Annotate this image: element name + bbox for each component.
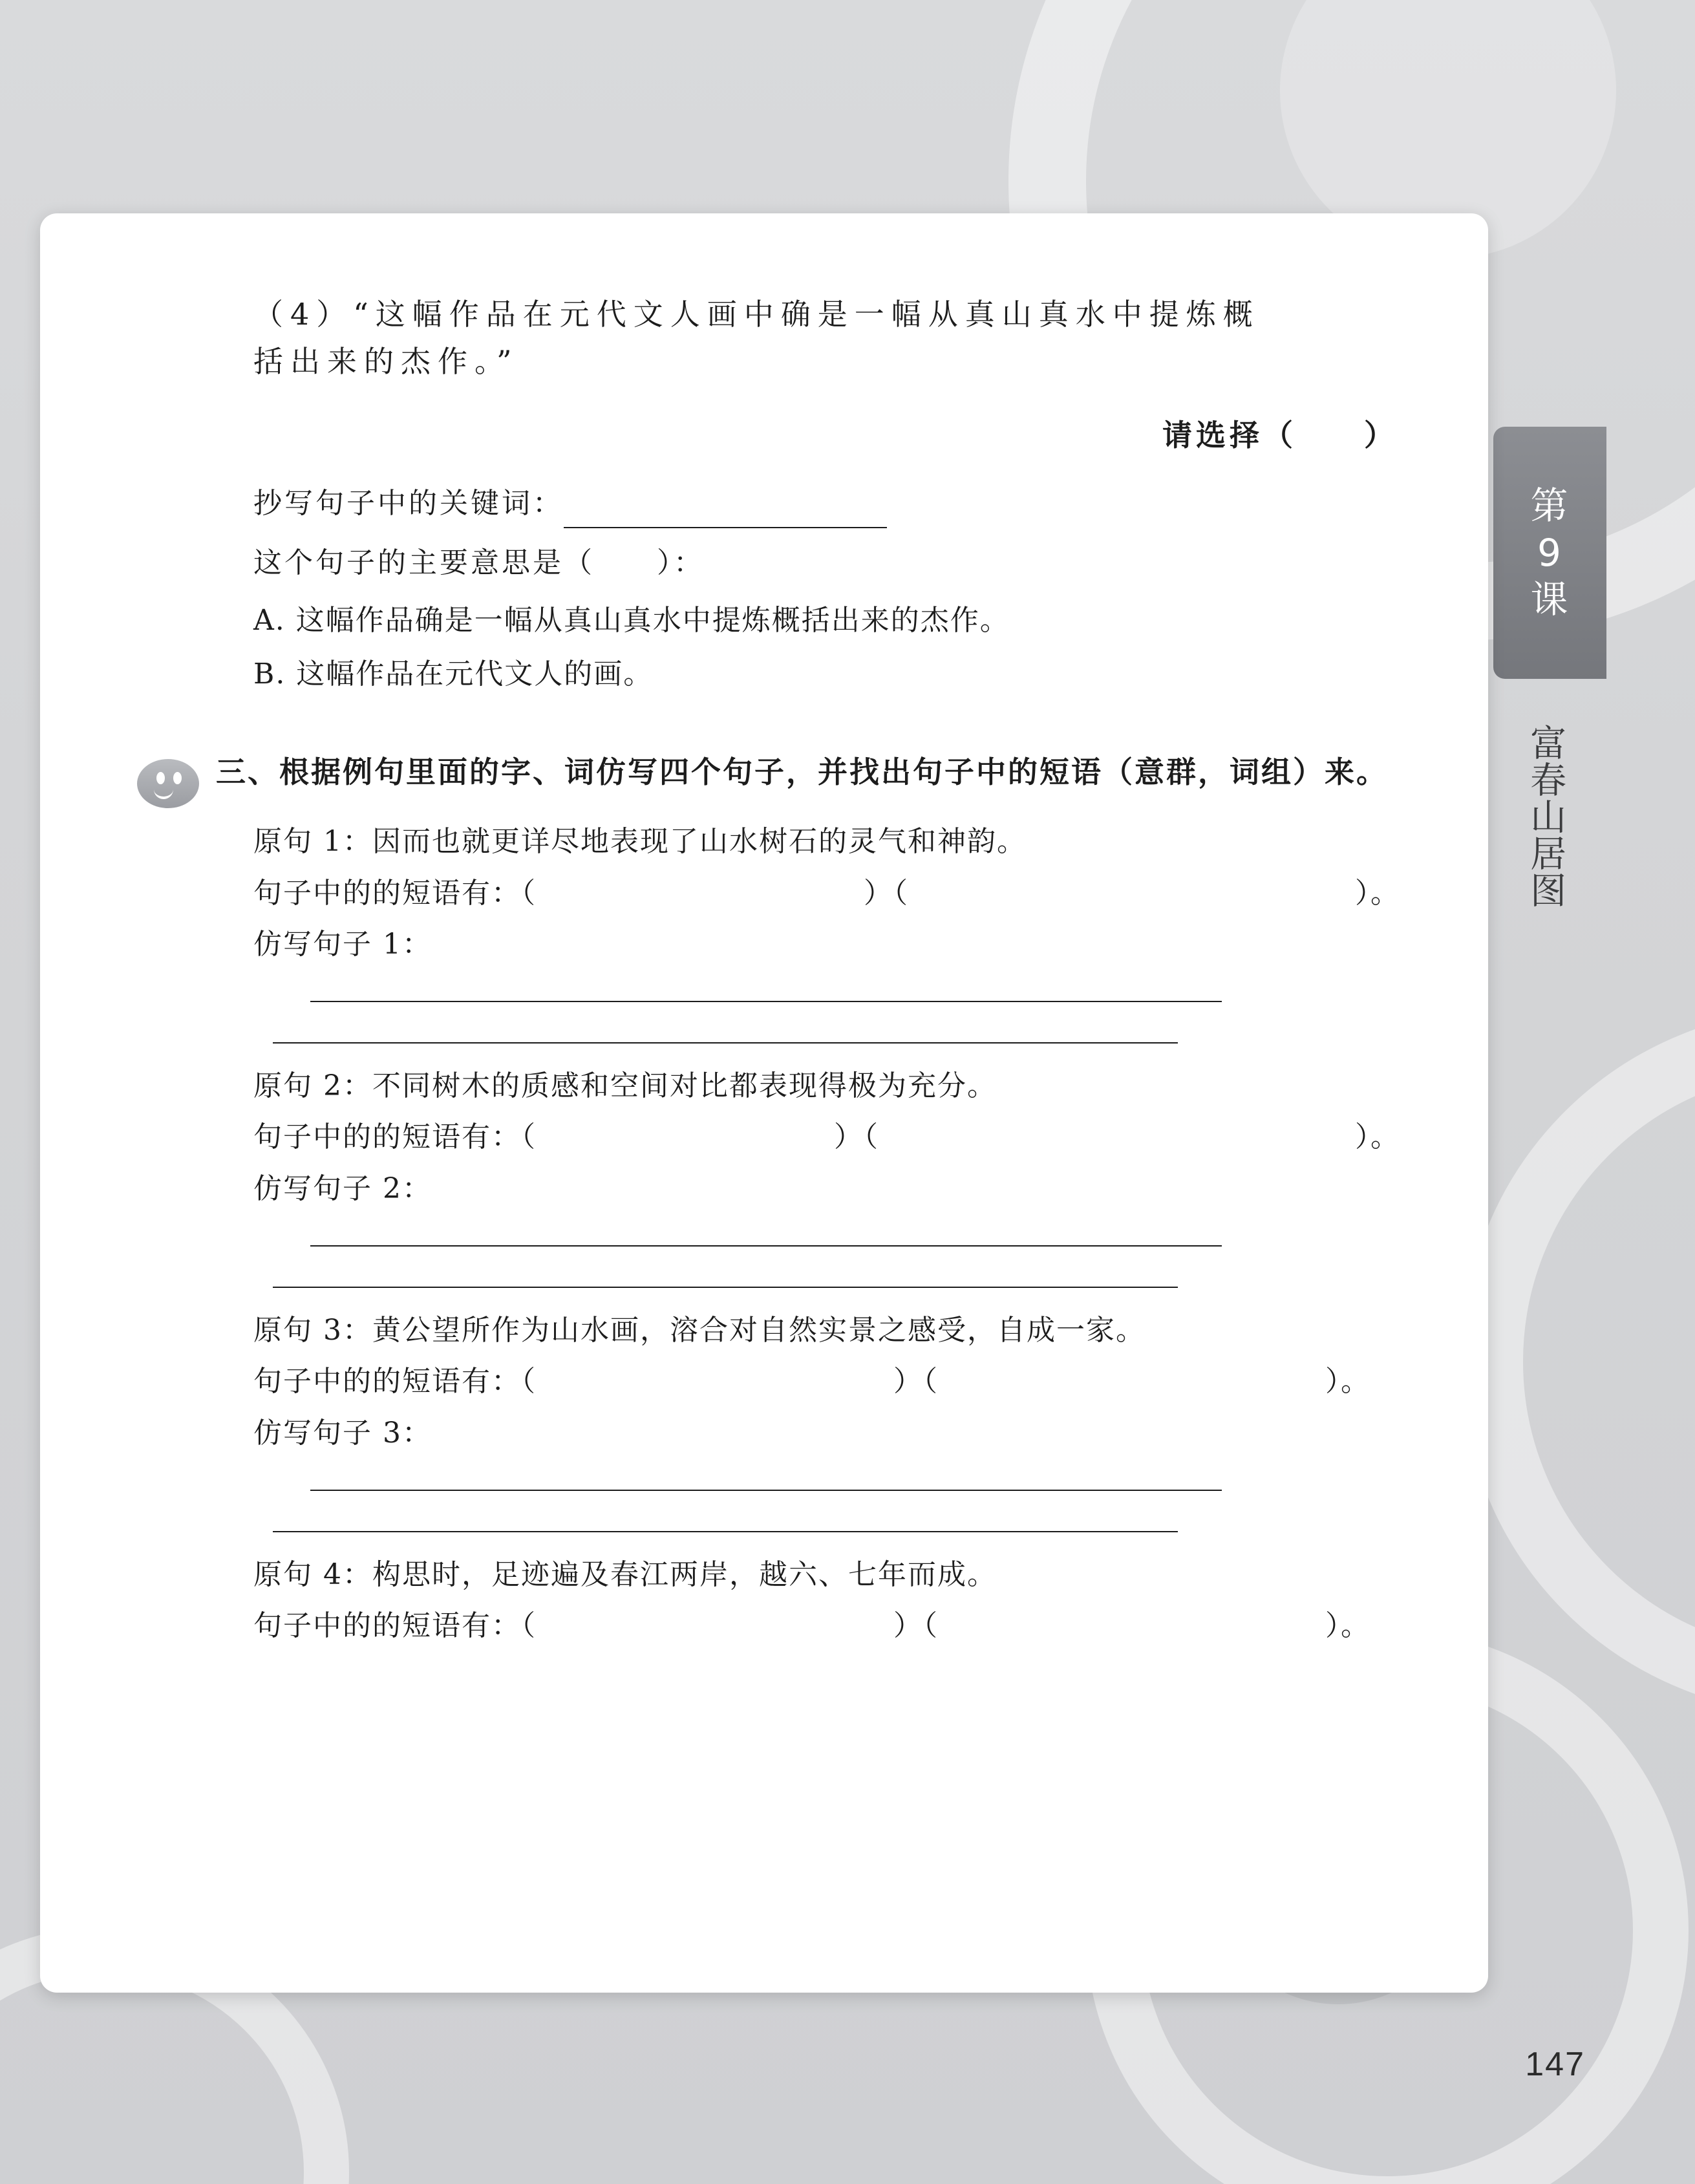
answer-line-3b[interactable] xyxy=(273,1531,1178,1532)
smiley-eye-left-icon xyxy=(156,772,165,784)
lesson-tab-line-3: 课 xyxy=(1530,577,1570,622)
answer-line-2a[interactable] xyxy=(310,1245,1222,1247)
quote-line-2: 括出来的杰作。” xyxy=(253,343,519,379)
question-block-3 xyxy=(253,1307,1417,1532)
imitate-prompt-3: 仿写句子 3： xyxy=(253,1416,432,1450)
copy-keyword-label: 抄写句子中的关键词： xyxy=(253,487,564,520)
lesson-side-title xyxy=(1506,724,1584,919)
lesson-tab-line-1: 第 xyxy=(1530,484,1570,528)
original-sentence-2: 原句 2：不同树木的质感和空间对比都表现得极为充分。 xyxy=(253,1069,997,1103)
answer-line-1b[interactable] xyxy=(273,1042,1178,1044)
question-block-1 xyxy=(253,819,1417,1044)
lesson-tab xyxy=(1493,427,1606,679)
smiley-mouth-icon xyxy=(154,787,173,799)
section-3-heading xyxy=(137,747,1417,808)
phrases-prompt-2[interactable]: 句子中的的短语有：（ ）（ ）。 xyxy=(253,1120,1400,1154)
smiley-face-icon xyxy=(137,759,199,808)
question-block-4 xyxy=(253,1552,1417,1649)
option-b[interactable]: B. 这幅作品在元代文人的画。 xyxy=(253,658,654,691)
original-sentence-1: 原句 1：因而也就更详尽地表现了山水树石的灵气和神韵。 xyxy=(253,825,1027,859)
answer-line-3a[interactable] xyxy=(310,1490,1222,1491)
phrases-prompt-1[interactable]: 句子中的的短语有：（ ）（ ）。 xyxy=(253,876,1400,910)
phrases-prompt-4[interactable]: 句子中的的短语有：（ ）（ ）。 xyxy=(253,1609,1370,1643)
page-number: 147 xyxy=(1525,2046,1585,2083)
lesson-side-title-text: 富春山居图 xyxy=(1524,724,1567,908)
copy-keyword-row xyxy=(253,480,1417,528)
option-a[interactable]: A. 这幅作品确是一幅从真山真水中提炼概括出来的杰作。 xyxy=(253,603,1010,637)
phrases-prompt-3[interactable]: 句子中的的短语有：（ ）（ ）。 xyxy=(253,1365,1370,1398)
copy-keyword-blank[interactable] xyxy=(564,480,887,528)
decor-ring-right xyxy=(1461,1009,1695,1715)
choose-prompt: 请选择（ ） xyxy=(1162,418,1398,453)
answer-line-1a[interactable] xyxy=(310,1001,1222,1002)
content-card xyxy=(40,213,1488,1993)
section-3-title: 三、根据例句里面的字、词仿写四个句子，并找出句子中的短语（意群，词组）来。 xyxy=(216,755,1388,790)
answer-line-2b[interactable] xyxy=(273,1287,1178,1288)
original-sentence-4: 原句 4：构思时，足迹遍及春江两岸，越六、七年而成。 xyxy=(253,1558,997,1591)
main-meaning-row: 这个句子的主要意思是（ ）： xyxy=(253,546,705,579)
smiley-eye-right-icon xyxy=(173,772,182,784)
original-sentence-3: 原句 3：黄公望所作为山水画，溶合对自然实景之感受，自成一家。 xyxy=(253,1314,1146,1347)
question-block-2 xyxy=(253,1063,1417,1288)
imitate-prompt-2: 仿写句子 2： xyxy=(253,1172,432,1205)
lesson-tab-line-2: 9 xyxy=(1537,530,1562,575)
quote-line-1: （4）“这幅作品在元代文人画中确是一幅从真山真水中提炼概 xyxy=(253,297,1260,332)
imitate-prompt-1: 仿写句子 1： xyxy=(253,927,432,961)
worksheet-body xyxy=(216,291,1417,1649)
